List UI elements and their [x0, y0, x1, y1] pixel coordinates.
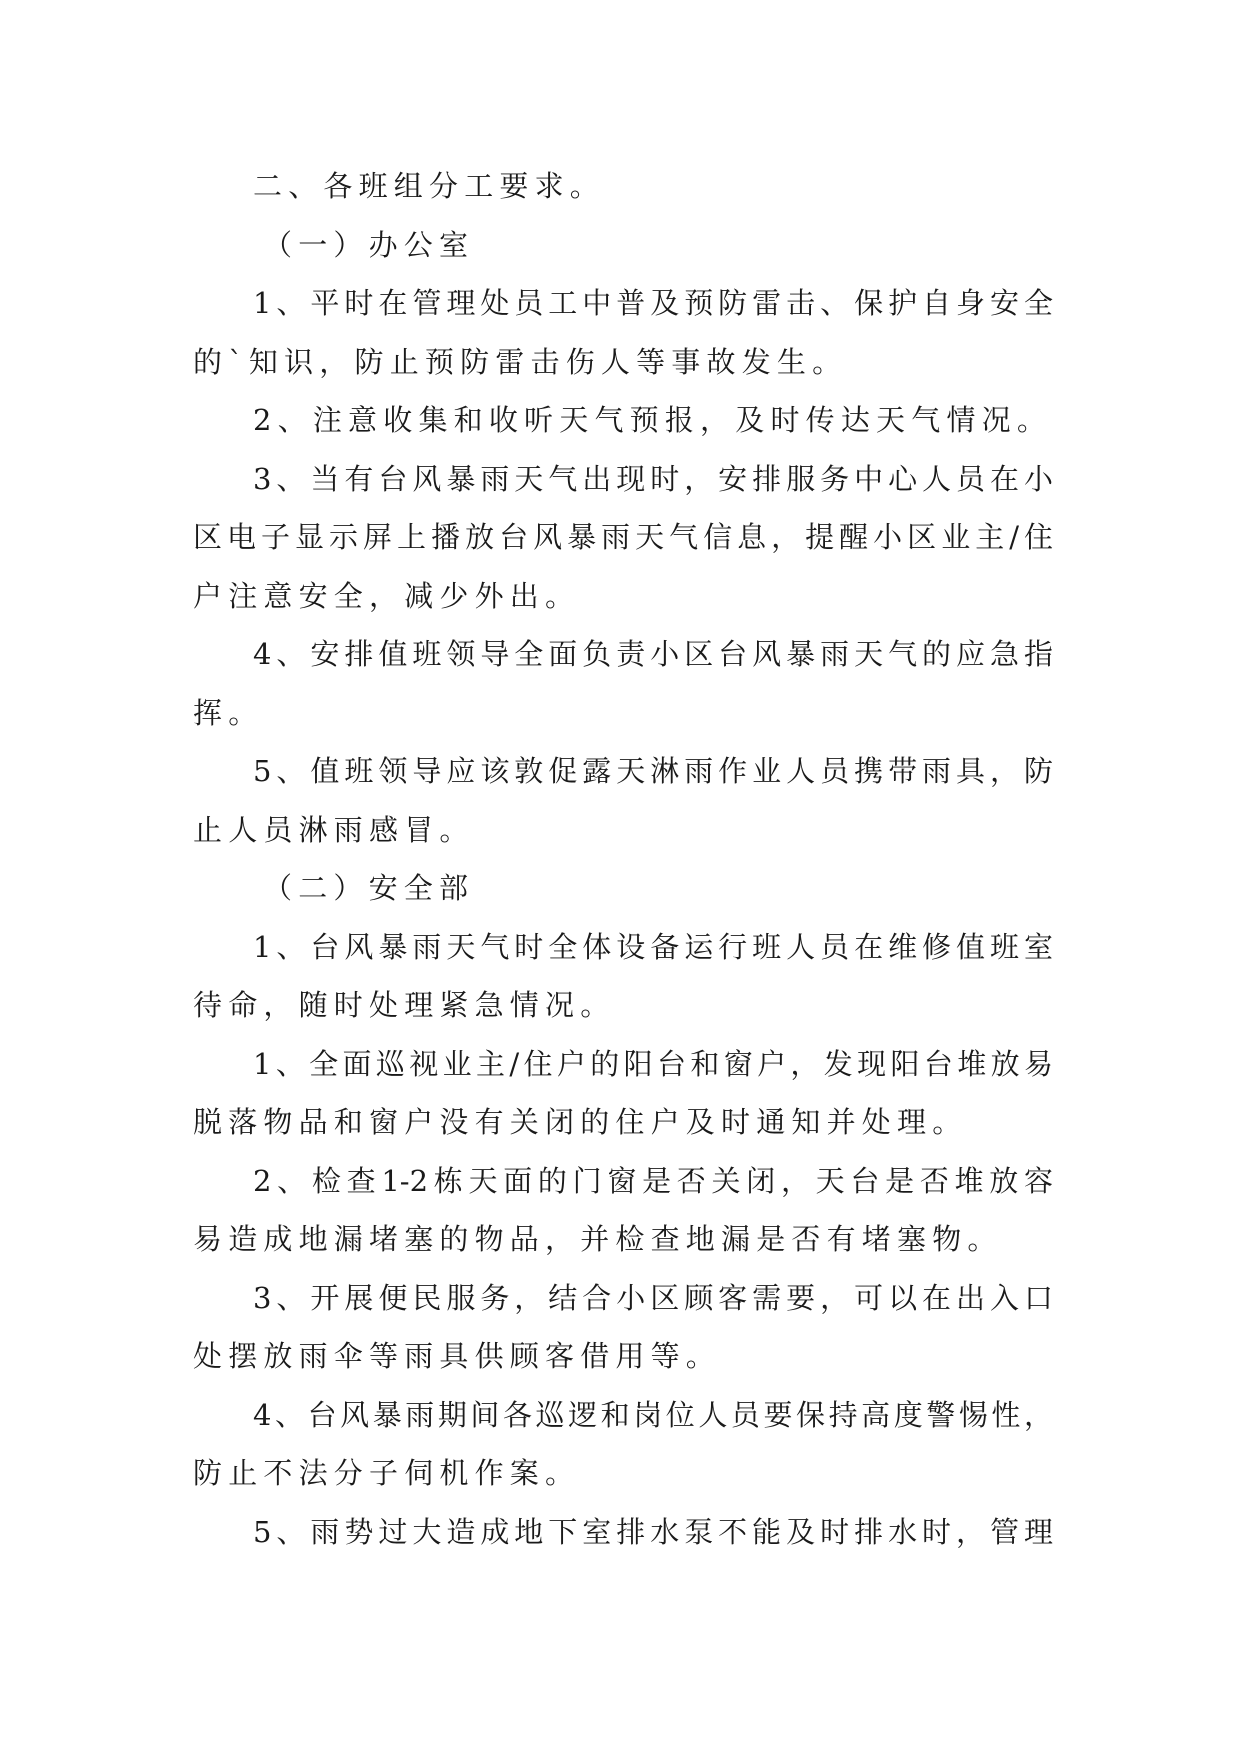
document-body — [193, 157, 1053, 1561]
paragraph-line: 易造成地漏堵塞的物品，并检查地漏是否有堵塞物。 — [193, 1222, 1003, 1256]
paragraph-line: 处摆放雨伞等雨具供顾客借用等。 — [193, 1339, 722, 1373]
paragraph-line: 1、全面巡视业主/住户的阳台和窗户，发现阳台堆放易 — [253, 1046, 1053, 1081]
paragraph-line: 5、雨势过大造成地下室排水泵不能及时排水时，管理 — [253, 1514, 1053, 1549]
section-heading: 二、各班组分工要求。 — [253, 169, 606, 203]
paragraph-line: 3、开展便民服务，结合小区顾客需要，可以在出入口 — [253, 1280, 1053, 1315]
paragraph-line: 2、注意收集和收听天气预报，及时传达天气情况。 — [253, 403, 1053, 437]
paragraph-line: 区电子显示屏上播放台风暴雨天气信息，提醒小区业主/住 — [193, 520, 1053, 554]
paragraph-line: 待命，随时处理紧急情况。 — [193, 988, 616, 1022]
paragraph-line: 1、平时在管理处员工中普及预防雷击、保护自身安全 — [253, 286, 1053, 320]
paragraph-line: 止人员淋雨感冒。 — [193, 812, 475, 847]
paragraph-line: 3、当有台风暴雨天气出现时，安排服务中心人员在小 — [253, 461, 1053, 496]
paragraph-line: 的`知识，防止预防雷击伤人等事故发生。 — [193, 344, 848, 379]
subsection-heading-security: （二）安全部 — [263, 871, 475, 905]
subsection-heading-office: （一）办公室 — [263, 227, 475, 262]
paragraph-line: 5、值班领导应该敦促露天淋雨作业人员携带雨具，防 — [253, 754, 1053, 788]
paragraph-line: 挥。 — [193, 695, 264, 730]
paragraph-line: 4、台风暴雨期间各巡逻和岗位人员要保持高度警惕性， — [253, 1397, 1053, 1432]
paragraph-line: 户注意安全，减少外出。 — [193, 578, 581, 613]
paragraph-line: 4、安排值班领导全面负责小区台风暴雨天气的应急指 — [253, 637, 1053, 671]
paragraph-line: 脱落物品和窗户没有关闭的住户及时通知并处理。 — [193, 1105, 968, 1139]
paragraph-line: 防止不法分子伺机作案。 — [193, 1456, 581, 1490]
paragraph-line: 1、台风暴雨天气时全体设备运行班人员在维修值班室 — [253, 929, 1053, 964]
paragraph-line: 2、检查1-2栋天面的门窗是否关闭，天台是否堆放容 — [253, 1163, 1053, 1198]
